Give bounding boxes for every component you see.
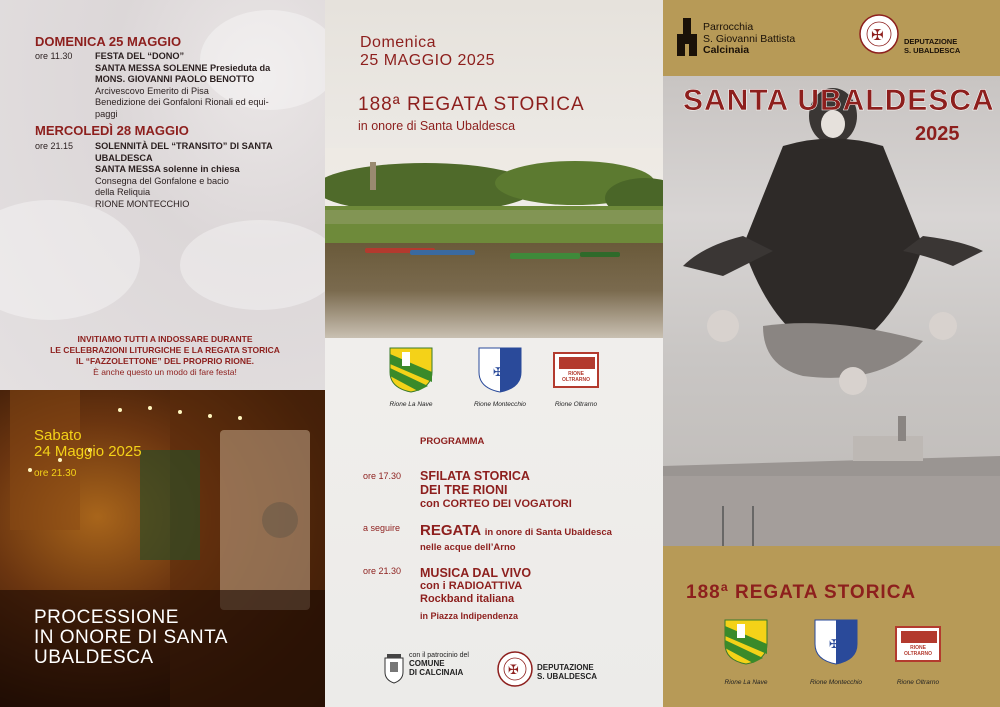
oltrarno-emblem [901,631,937,643]
rione-la-nave-shield [388,346,434,394]
oltrarno-badge-line: RIONE [568,371,584,377]
procession-line: UBALDESCA [34,647,154,668]
program-title: PROGRAMMA [420,436,485,447]
procession-title [34,608,228,668]
program-time: ore 17.30 [363,471,402,481]
deputazione-line: DEPUTAZIONE [537,663,594,672]
saturday-line: Sabato [34,427,82,444]
event2-title: MERCOLEDÌ 28 MAGGIO [35,123,189,138]
invite-line: IL “FAZZOLETTONE” DEL PROPRIO RIONE. [75,356,255,366]
regata-title: 188ª REGATA STORICA [686,582,917,603]
rione-oltrarno-badge [553,352,599,388]
program-item-title [420,522,612,541]
svg-text:✠: ✠ [508,663,519,678]
parish-line: Parrocchia [703,21,754,33]
program-time: a seguire [363,523,401,533]
regata-subtitle: in onore di Santa Ubaldesca [358,119,516,133]
saturday-line: 24 Maggio 2025 [34,443,142,460]
saint-engraving [663,76,1000,546]
rione-label: Rione Oltrarno [554,401,598,408]
deputazione-text [537,663,597,681]
event1-line: MONS. GIOVANNI PAOLO BENOTTO [95,74,255,84]
rione-montecchio-shield [477,346,523,394]
deputazione-line: S. UBALDESCA [537,672,598,681]
rione-label: Rione La Nave [724,679,768,686]
parish-name [703,22,795,57]
invite-note [20,334,310,378]
regata-title: 188ª REGATA STORICA [358,94,585,115]
race-date [360,34,495,70]
program-item-detail: con CORTEO DEI VOGATORI [420,498,572,510]
comune-crest [383,654,405,684]
event1-line: FESTA DEL “DONO” [95,51,185,61]
race-date-line: Domenica [360,34,437,51]
event1-line: Arcivescovo Emerito di Pisa [95,85,209,96]
event1-line: SANTA MESSA SOLENNE Presieduta da [95,62,271,73]
parish-header [663,0,1000,76]
svg-text:✠: ✠ [493,365,504,379]
invite-line: INVITIAMO TUTTI A INDOSSARE DURANTE [77,334,253,344]
program-item-detail [420,580,522,606]
oltrarno-badge-text [897,645,939,657]
saturday-date [34,428,142,460]
rione-label: Rione Montecchio [473,401,527,408]
regata-photo [325,148,663,338]
program-item-line: DEI TRE RIONI [420,483,508,497]
svg-text:✠: ✠ [871,26,884,44]
oltrarno-badge-line: OLTRARNO [562,377,590,383]
main-title: SANTA UBALDESCA [683,84,995,117]
deputazione-seal [497,651,533,687]
program-item-line: REGATA [420,522,481,539]
oltrarno-badge-line: OLTRARNO [904,651,932,657]
event2-line: della Reliquia [95,187,151,197]
program-item-detail: in Piazza Indipendenza [420,611,519,621]
middle-panel [325,0,663,707]
oltrarno-emblem [559,357,595,369]
event2-line: SANTA MESSA solenne in chiesa [95,164,240,174]
invite-line: È anche questo un modo di fare festa! [93,367,237,377]
rione-label: Rione Oltrarno [896,679,940,686]
river-scene [325,148,663,338]
deputazione-line: DEPUTAZIONE [904,37,958,46]
procession-line: PROCESSIONE [34,607,179,628]
event1-line: paggi [95,108,118,119]
program-item-suffix: in onore di Santa Ubaldesca [484,527,612,538]
event2-line: Consegna del Gonfalone e bacio [95,175,229,186]
event1-line: Benedizione dei Gonfaloni Rionali ed equi- [95,97,269,107]
event1-title: DOMENICA 25 MAGGIO [35,34,182,49]
left-panel [0,0,325,707]
patrocinio-line: con il patrocinio del [409,652,469,659]
deputazione-seal [859,14,899,54]
event2-line: UBALDESCA [95,152,153,163]
program-item-line: SFILATA STORICA [420,469,530,483]
patrocinio-text [409,652,469,677]
race-date-line: 25 MAGGIO 2025 [360,52,496,69]
parish-line: Calcinaia [703,44,750,56]
svg-text:✠: ✠ [829,637,840,651]
rione-montecchio-shield [813,618,859,666]
event2-line: RIONE MONTECCHIO [95,198,190,209]
event2-time: ore 21.15 [35,141,74,151]
procession-photo [0,390,325,707]
oltrarno-badge-line: RIONE [910,645,926,651]
saint-figure [663,76,1000,546]
right-panel [663,0,1000,707]
main-year: 2025 [915,123,960,145]
rione-oltrarno-badge [895,626,941,662]
program-item-line: Rockband italiana [420,593,515,605]
event2-line: SOLENNITÀ DEL “TRANSITO” DI SANTA [95,141,273,151]
comune-line: COMUNE [409,659,445,668]
procession-line: IN ONORE DI SANTA [34,627,228,648]
program-time: ore 21.30 [363,566,402,576]
invite-line: LE CELEBRAZIONI LITURGICHE E LA REGATA STORICA [50,345,280,355]
rione-label: Rione Montecchio [809,679,863,686]
deputazione-line: S. UBALDESCA [904,46,961,55]
rione-label: Rione La Nave [389,401,433,408]
program-item-detail: nelle acque dell’Arno [420,542,516,553]
church-icon [675,18,699,58]
program-item-title [420,469,530,497]
deputazione-text [904,37,960,55]
parish-line: S. Giovanni Battista [703,32,796,45]
oltrarno-badge-text [555,371,597,383]
event1-time: ore 11.30 [35,51,73,61]
saturday-time: ore 21.30 [34,468,77,479]
rione-la-nave-shield [723,618,769,666]
events-section [0,0,325,390]
program-item-title: MUSICA DAL VIVO [420,566,532,580]
program-item-line: con i RADIOATTIVA [420,580,523,592]
comune-line: DI CALCINAIA [409,668,464,677]
